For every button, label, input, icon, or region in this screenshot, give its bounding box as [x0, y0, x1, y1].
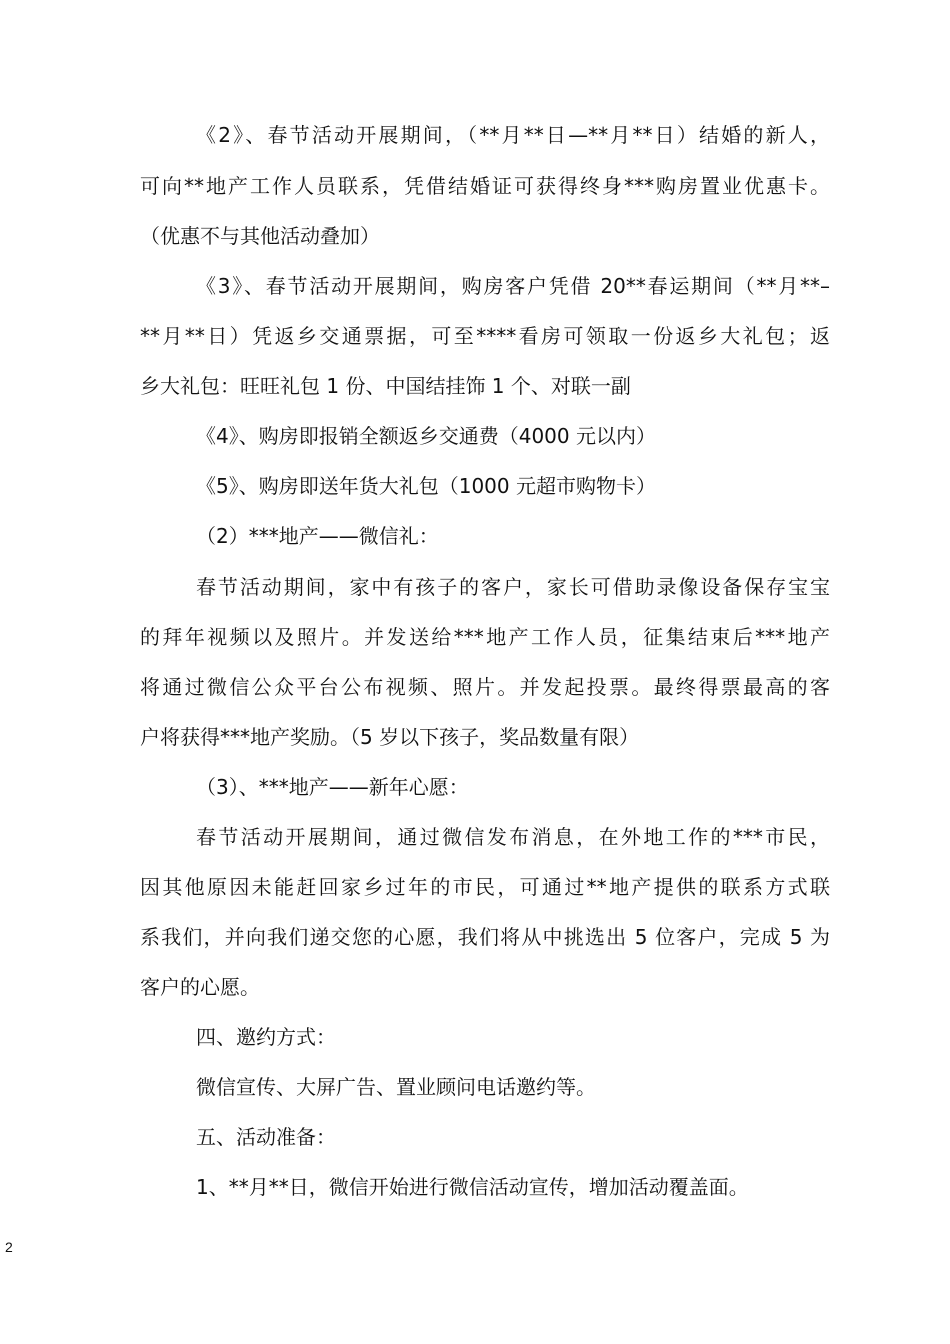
text-line: 的拜年视频以及照片。并发送给***地产工作人员，征集结束后***地产 [140, 625, 830, 649]
text-line: 《4》、购房即报销全额返乡交通费（4000 元以内） [196, 424, 656, 448]
text-line: 客户的心愿。 [140, 975, 260, 999]
section-heading: 四、邀约方式： [196, 1025, 336, 1049]
section-heading: （2）***地产——微信礼： [196, 524, 439, 548]
text-line: 系我们，并向我们递交您的心愿，我们将从中挑选出 5 位客户，完成 5 为 [140, 925, 830, 949]
text-line: 1、**月**日，微信开始进行微信活动宣传，增加活动覆盖面。 [196, 1175, 749, 1199]
text-line: （优惠不与其他活动叠加） [140, 224, 380, 248]
text-line: 将通过微信公众平台公布视频、照片。并发起投票。最终得票最高的客 [140, 675, 830, 699]
text-line: 乡大礼包：旺旺礼包 1 份、中国结挂饰 1 个、对联一副 [140, 374, 631, 398]
text-line: 春节活动期间，家中有孩子的客户，家长可借助录像设备保存宝宝 [196, 575, 830, 599]
text-line: 因其他原因未能赶回家乡过年的市民，可通过**地产提供的联系方式联 [140, 875, 830, 899]
text-line: 《2》、春节活动开展期间，（**月**日—**月**日）结婚的新人， [196, 123, 830, 147]
text-line: 微信宣传、大屏广告、置业顾问电话邀约等。 [196, 1075, 596, 1099]
text-line: **月**日）凭返乡交通票据，可至****看房可领取一份返乡大礼包；返 [140, 324, 830, 348]
section-heading: 五、活动准备： [196, 1125, 336, 1149]
text-line: 可向**地产工作人员联系，凭借结婚证可获得终身***购房置业优惠卡。 [140, 174, 830, 198]
text-line: 《3》、春节活动开展期间，购房客户凭借 20**春运期间（**月**– [196, 274, 830, 298]
section-heading: （3）、***地产——新年心愿： [196, 775, 469, 799]
text-line: 春节活动开展期间，通过微信发布消息，在外地工作的***市民， [196, 825, 830, 849]
text-line: 《5》、购房即送年货大礼包（1000 元超市购物卡） [196, 474, 656, 498]
text-line: 户将获得***地产奖励。（5 岁以下孩子，奖品数量有限） [140, 725, 640, 749]
page-number: 2 [5, 1239, 13, 1255]
